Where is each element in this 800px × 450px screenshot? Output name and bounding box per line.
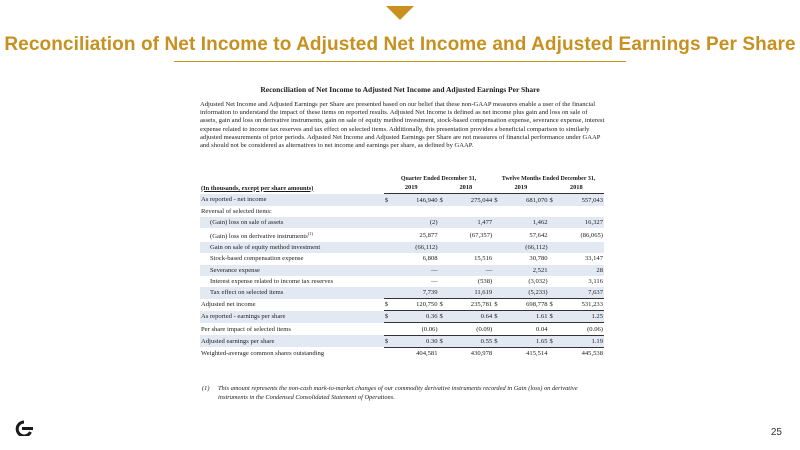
currency-symbol <box>493 228 503 242</box>
currency-symbol <box>493 287 503 299</box>
currency-symbol: $ <box>493 335 503 347</box>
table-row <box>200 299 604 311</box>
title-underline <box>174 61 626 62</box>
reconciliation-table <box>200 176 604 359</box>
table-cell: 57,642 <box>529 231 548 239</box>
document-title: Reconciliation of Net Income to Adjusted Net Income and Adjusted Earnings Per Share <box>260 85 540 94</box>
row-label: (Gain) loss on derivative instruments$^{(1)}$ <box>210 230 314 241</box>
currency-symbol <box>384 287 394 299</box>
currency-symbol <box>439 287 449 299</box>
table-cell: 15,516 <box>474 255 493 263</box>
currency-symbol: $ <box>439 299 449 311</box>
table-row <box>200 323 604 335</box>
table-cell: 1,462 <box>503 217 548 228</box>
currency-symbol <box>493 217 503 228</box>
table-cell: 6,808 <box>422 255 438 263</box>
currency-symbol <box>549 276 559 287</box>
top-triangle-marker <box>386 6 414 20</box>
table-row <box>200 335 604 347</box>
table-cell: 1.65 <box>503 335 548 347</box>
currency-symbol <box>384 323 394 335</box>
currency-symbol <box>549 265 559 276</box>
table-cell: (2) <box>394 217 439 228</box>
table-cell: 235,781 <box>448 299 493 311</box>
table-cell <box>448 206 493 217</box>
table-cell <box>503 206 548 217</box>
table-cell: 120,750 <box>394 299 439 311</box>
currency-symbol: $ <box>493 311 503 323</box>
currency-symbol <box>439 347 449 359</box>
table-cell: 7,637 <box>558 287 604 299</box>
table-cell: (66,112) <box>394 242 439 253</box>
row-label: Severance expense <box>200 265 384 276</box>
table-cell: (538) <box>477 277 493 285</box>
table-cell <box>394 206 439 217</box>
table-cell: 0.30 <box>394 335 439 347</box>
table-cell: 1.61 <box>503 311 548 323</box>
currency-symbol <box>549 287 559 299</box>
table-cell: 0.36 <box>394 311 439 323</box>
slide-title: Reconciliation of Net Income to Adjusted Net Income and Adjusted Earnings Per Share <box>4 34 796 55</box>
table-row <box>200 276 604 287</box>
table-row <box>200 347 604 359</box>
table-row <box>200 265 604 276</box>
currency-symbol: $ <box>384 194 394 206</box>
table-cell: (0.09) <box>448 323 493 335</box>
table-cell: 3,116 <box>588 277 603 285</box>
table-cell: 681,070 <box>503 194 548 206</box>
table-cell: 531,233 <box>558 299 604 311</box>
year-header: 2018 <box>549 183 604 194</box>
currency-symbol <box>384 242 394 253</box>
year-header: 2018 <box>439 183 494 194</box>
currency-symbol: $ <box>384 311 394 323</box>
table-row <box>200 242 604 253</box>
table-cell: 16,327 <box>558 217 604 228</box>
table-cell: 28 <box>558 265 604 276</box>
table-cell: — <box>448 265 493 276</box>
currency-symbol <box>439 228 449 242</box>
row-label: Tax effect on selected items <box>200 287 384 299</box>
currency-symbol <box>384 276 394 287</box>
currency-symbol: $ <box>493 194 503 206</box>
company-logo-icon <box>14 420 34 436</box>
table-cell: 1,477 <box>448 217 493 228</box>
page-number: 25 <box>770 427 782 438</box>
currency-symbol <box>439 323 449 335</box>
table-cell: 445,538 <box>581 349 603 357</box>
currency-symbol: $ <box>549 335 559 347</box>
currency-symbol <box>384 347 394 359</box>
currency-symbol <box>439 217 449 228</box>
currency-symbol: $ <box>439 194 449 206</box>
currency-symbol <box>439 242 449 253</box>
currency-symbol <box>439 206 449 217</box>
table-cell: 1.25 <box>558 311 604 323</box>
twelve-months-header: Twelve Months Ended December 31, <box>501 176 596 182</box>
table-cell: 25,877 <box>419 231 438 239</box>
table-cell: (67,357) <box>469 231 493 239</box>
year-header-row <box>200 183 604 194</box>
currency-symbol: $ <box>384 299 394 311</box>
footnote-text: This amount represents the non-cash mark-to-market changes of our commodity derivative instruments recorded in Gain (loss) on derivative instruments in the Condensed Consolidated Statement of Operations. <box>218 385 578 401</box>
table-row <box>200 253 604 264</box>
currency-symbol: $ <box>493 299 503 311</box>
table-cell: 430,978 <box>470 349 493 357</box>
table-cell: 33,147 <box>584 255 603 263</box>
footnote-mark: (1) <box>202 385 210 392</box>
table-row <box>200 287 604 299</box>
currency-symbol <box>384 253 394 264</box>
row-label: Adjusted net income <box>201 301 256 309</box>
row-label: Stock-based compensation expense <box>210 255 304 263</box>
table-cell: — <box>430 277 438 285</box>
currency-symbol <box>549 217 559 228</box>
table-cell: 404,581 <box>416 349 438 357</box>
row-label: Weighted-average common shares outstanding <box>201 349 325 357</box>
currency-symbol <box>549 253 559 264</box>
table-cell <box>558 242 604 253</box>
table-cell: 7,739 <box>394 287 439 299</box>
table-cell: 0.55 <box>448 335 493 347</box>
table-cell: 275,044 <box>448 194 493 206</box>
currency-symbol <box>549 228 559 242</box>
currency-symbol <box>549 242 559 253</box>
table-cell: 11,619 <box>448 287 493 299</box>
table-cell: (0.06) <box>558 323 604 335</box>
table-row <box>200 194 604 206</box>
currency-symbol <box>439 253 449 264</box>
currency-symbol <box>549 347 559 359</box>
currency-symbol <box>549 323 559 335</box>
currency-symbol <box>439 265 449 276</box>
currency-symbol <box>493 276 503 287</box>
period-header-row <box>200 176 604 183</box>
table-cell: (3,032) <box>528 277 548 285</box>
table-cell <box>448 242 493 253</box>
currency-symbol <box>493 206 503 217</box>
year-header: 2019 <box>493 183 548 194</box>
table-cell: (66,112) <box>503 242 548 253</box>
currency-symbol <box>549 206 559 217</box>
table-cell: 30,780 <box>529 255 548 263</box>
table-cell: (86,065) <box>580 231 603 239</box>
table-cell: 0.64 <box>448 311 493 323</box>
currency-symbol <box>493 347 503 359</box>
table-cell: 557,043 <box>558 194 604 206</box>
currency-symbol: $ <box>549 311 559 323</box>
table-cell: (0.06) <box>394 323 439 335</box>
table-cell: 146,940 <box>394 194 439 206</box>
table-cell: 0.04 <box>503 323 548 335</box>
table-row <box>200 206 604 217</box>
footnote-ref: (1) <box>307 230 314 236</box>
row-label: Reversal of selected items: <box>201 207 272 215</box>
currency-symbol <box>493 253 503 264</box>
currency-symbol <box>493 323 503 335</box>
table-cell: — <box>394 265 439 276</box>
currency-symbol: $ <box>549 194 559 206</box>
row-label: Interest expense related to income tax reserves <box>210 277 334 285</box>
currency-symbol: $ <box>384 335 394 347</box>
quarter-header: Quarter Ended December 31, <box>400 176 477 182</box>
table-cell: 2,521 <box>503 265 548 276</box>
year-header: 2019 <box>384 183 439 194</box>
currency-symbol <box>493 265 503 276</box>
row-label: Gain on sale of equity method investment <box>200 242 384 253</box>
table-cell <box>558 206 604 217</box>
currency-symbol <box>384 228 394 242</box>
row-label: Adjusted earnings per share <box>200 335 384 347</box>
table-cell: (5,233) <box>503 287 548 299</box>
currency-symbol <box>439 276 449 287</box>
currency-symbol <box>384 265 394 276</box>
row-label: As reported - earnings per share <box>200 311 384 323</box>
units-label: (In thousands, except per share amounts) <box>201 184 314 192</box>
currency-symbol <box>384 206 394 217</box>
table-body <box>200 194 604 359</box>
table-row <box>200 217 604 228</box>
currency-symbol <box>493 242 503 253</box>
currency-symbol: $ <box>439 311 449 323</box>
currency-symbol: $ <box>439 335 449 347</box>
table-row <box>200 311 604 323</box>
document-paragraph: Adjusted Net Income and Adjusted Earnings per Share are presented based on our belief that these non-GAAP measures enable a user of the financial information to understand the impact of these items on reported results. Adjusted Net Income is defined as net income plus gain and loss on sale of assets, gain and loss on derivative instruments, gain on sale of equity method investment, stock-based compensation expense, severance expense, interest expense related to income tax reserves and tax effect on selected items. Additionally, this presentation provides a beneficial comparison to similarly adjusted measurements of prior periods. Adjusted Net Income and Adjusted Earnings per Share are not measures of financial performance under GAAP and should not be considered as alternatives to net income and earnings per share, as defined by GAAP. <box>200 101 605 150</box>
table-row <box>200 228 604 242</box>
table-cell: 415,514 <box>526 349 548 357</box>
currency-symbol: $ <box>549 299 559 311</box>
table-cell: 698,778 <box>503 299 548 311</box>
row-label: As reported - net income <box>200 194 384 206</box>
table-cell: 1.19 <box>558 335 604 347</box>
row-label: (Gain) loss on sale of assets <box>200 217 384 228</box>
currency-symbol <box>384 217 394 228</box>
row-label: Per share impact of selected items <box>201 325 291 333</box>
